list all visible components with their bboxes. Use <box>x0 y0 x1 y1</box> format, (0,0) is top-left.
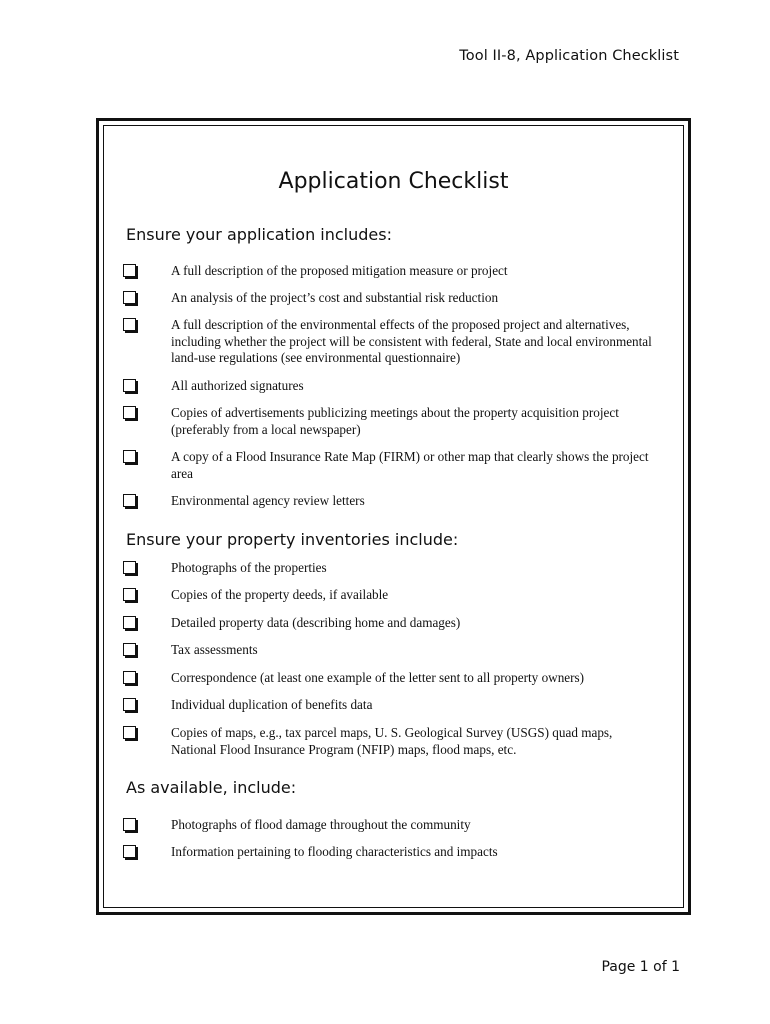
checkbox-icon[interactable] <box>123 726 136 739</box>
section-heading-as-available: As available, include: <box>126 778 297 797</box>
checklist-item-label: An analysis of the project’s cost and substantial risk reduction <box>171 290 499 305</box>
checkbox-icon[interactable] <box>123 643 136 656</box>
checkbox-icon[interactable] <box>123 318 136 331</box>
checkbox-icon[interactable] <box>123 494 136 507</box>
checkbox-icon[interactable] <box>123 406 136 419</box>
checklist-item-label: All authorized signatures <box>171 378 304 393</box>
checkbox-icon[interactable] <box>123 671 136 684</box>
checklist-item-label: Detailed property data (describing home and damages) <box>171 615 461 630</box>
checkbox-icon[interactable] <box>123 264 136 277</box>
checklist-item-label: Copies of the property deeds, if available <box>171 587 389 602</box>
checklist-item-label: Information pertaining to flooding characteristics and impacts <box>171 844 498 859</box>
section-heading-application: Ensure your application includes: <box>126 225 392 244</box>
page-number: Page 1 of 1 <box>601 959 680 975</box>
section-heading-property-inventories: Ensure your property inventories include: <box>126 530 459 549</box>
checklist-item-label: A copy of a Flood Insurance Rate Map (FIRM) or other map that clearly shows the project area <box>171 449 649 481</box>
checklist-item-label: Tax assessments <box>171 642 258 657</box>
checklist-item-label: Individual duplication of benefits data <box>171 697 373 712</box>
checkbox-icon[interactable] <box>123 616 136 629</box>
checkbox-icon[interactable] <box>123 588 136 601</box>
checklist-item-label: Photographs of flood damage throughout the community <box>171 817 471 832</box>
checkbox-icon[interactable] <box>123 450 136 463</box>
page-title: Application Checklist <box>278 169 509 194</box>
checkbox-icon[interactable] <box>123 698 136 711</box>
checkbox-icon[interactable] <box>123 818 136 831</box>
checkbox-icon[interactable] <box>123 379 136 392</box>
checklist-item-label: A full description of the environmental effects of the proposed project and alternatives, including whether the project will be consistent with federal, State and local environmental land-use regulations (see environmental questionnaire) <box>171 317 652 365</box>
checkbox-icon[interactable] <box>123 291 136 304</box>
checklist-item-label: Copies of maps, e.g., tax parcel maps, U. S. Geological Survey (USGS) quad maps, National Flood Insurance Program (NFIP) maps, flood maps, etc. <box>171 725 613 757</box>
checklist-item-label: Correspondence (at least one example of the letter sent to all property owners) <box>171 670 585 685</box>
checklist-item-label: Environmental agency review letters <box>171 493 365 508</box>
checklist-frame <box>96 118 691 915</box>
checkbox-icon[interactable] <box>123 561 136 574</box>
checklist-item-label: A full description of the proposed mitigation measure or project <box>171 263 508 278</box>
checklist-item-label: Copies of advertisements publicizing meetings about the property acquisition project (preferably from a local newspaper) <box>171 405 619 437</box>
checkbox-icon[interactable] <box>123 845 136 858</box>
document-reference: Tool II-8, Application Checklist <box>459 48 679 64</box>
checklist-item-label: Photographs of the properties <box>171 560 327 575</box>
